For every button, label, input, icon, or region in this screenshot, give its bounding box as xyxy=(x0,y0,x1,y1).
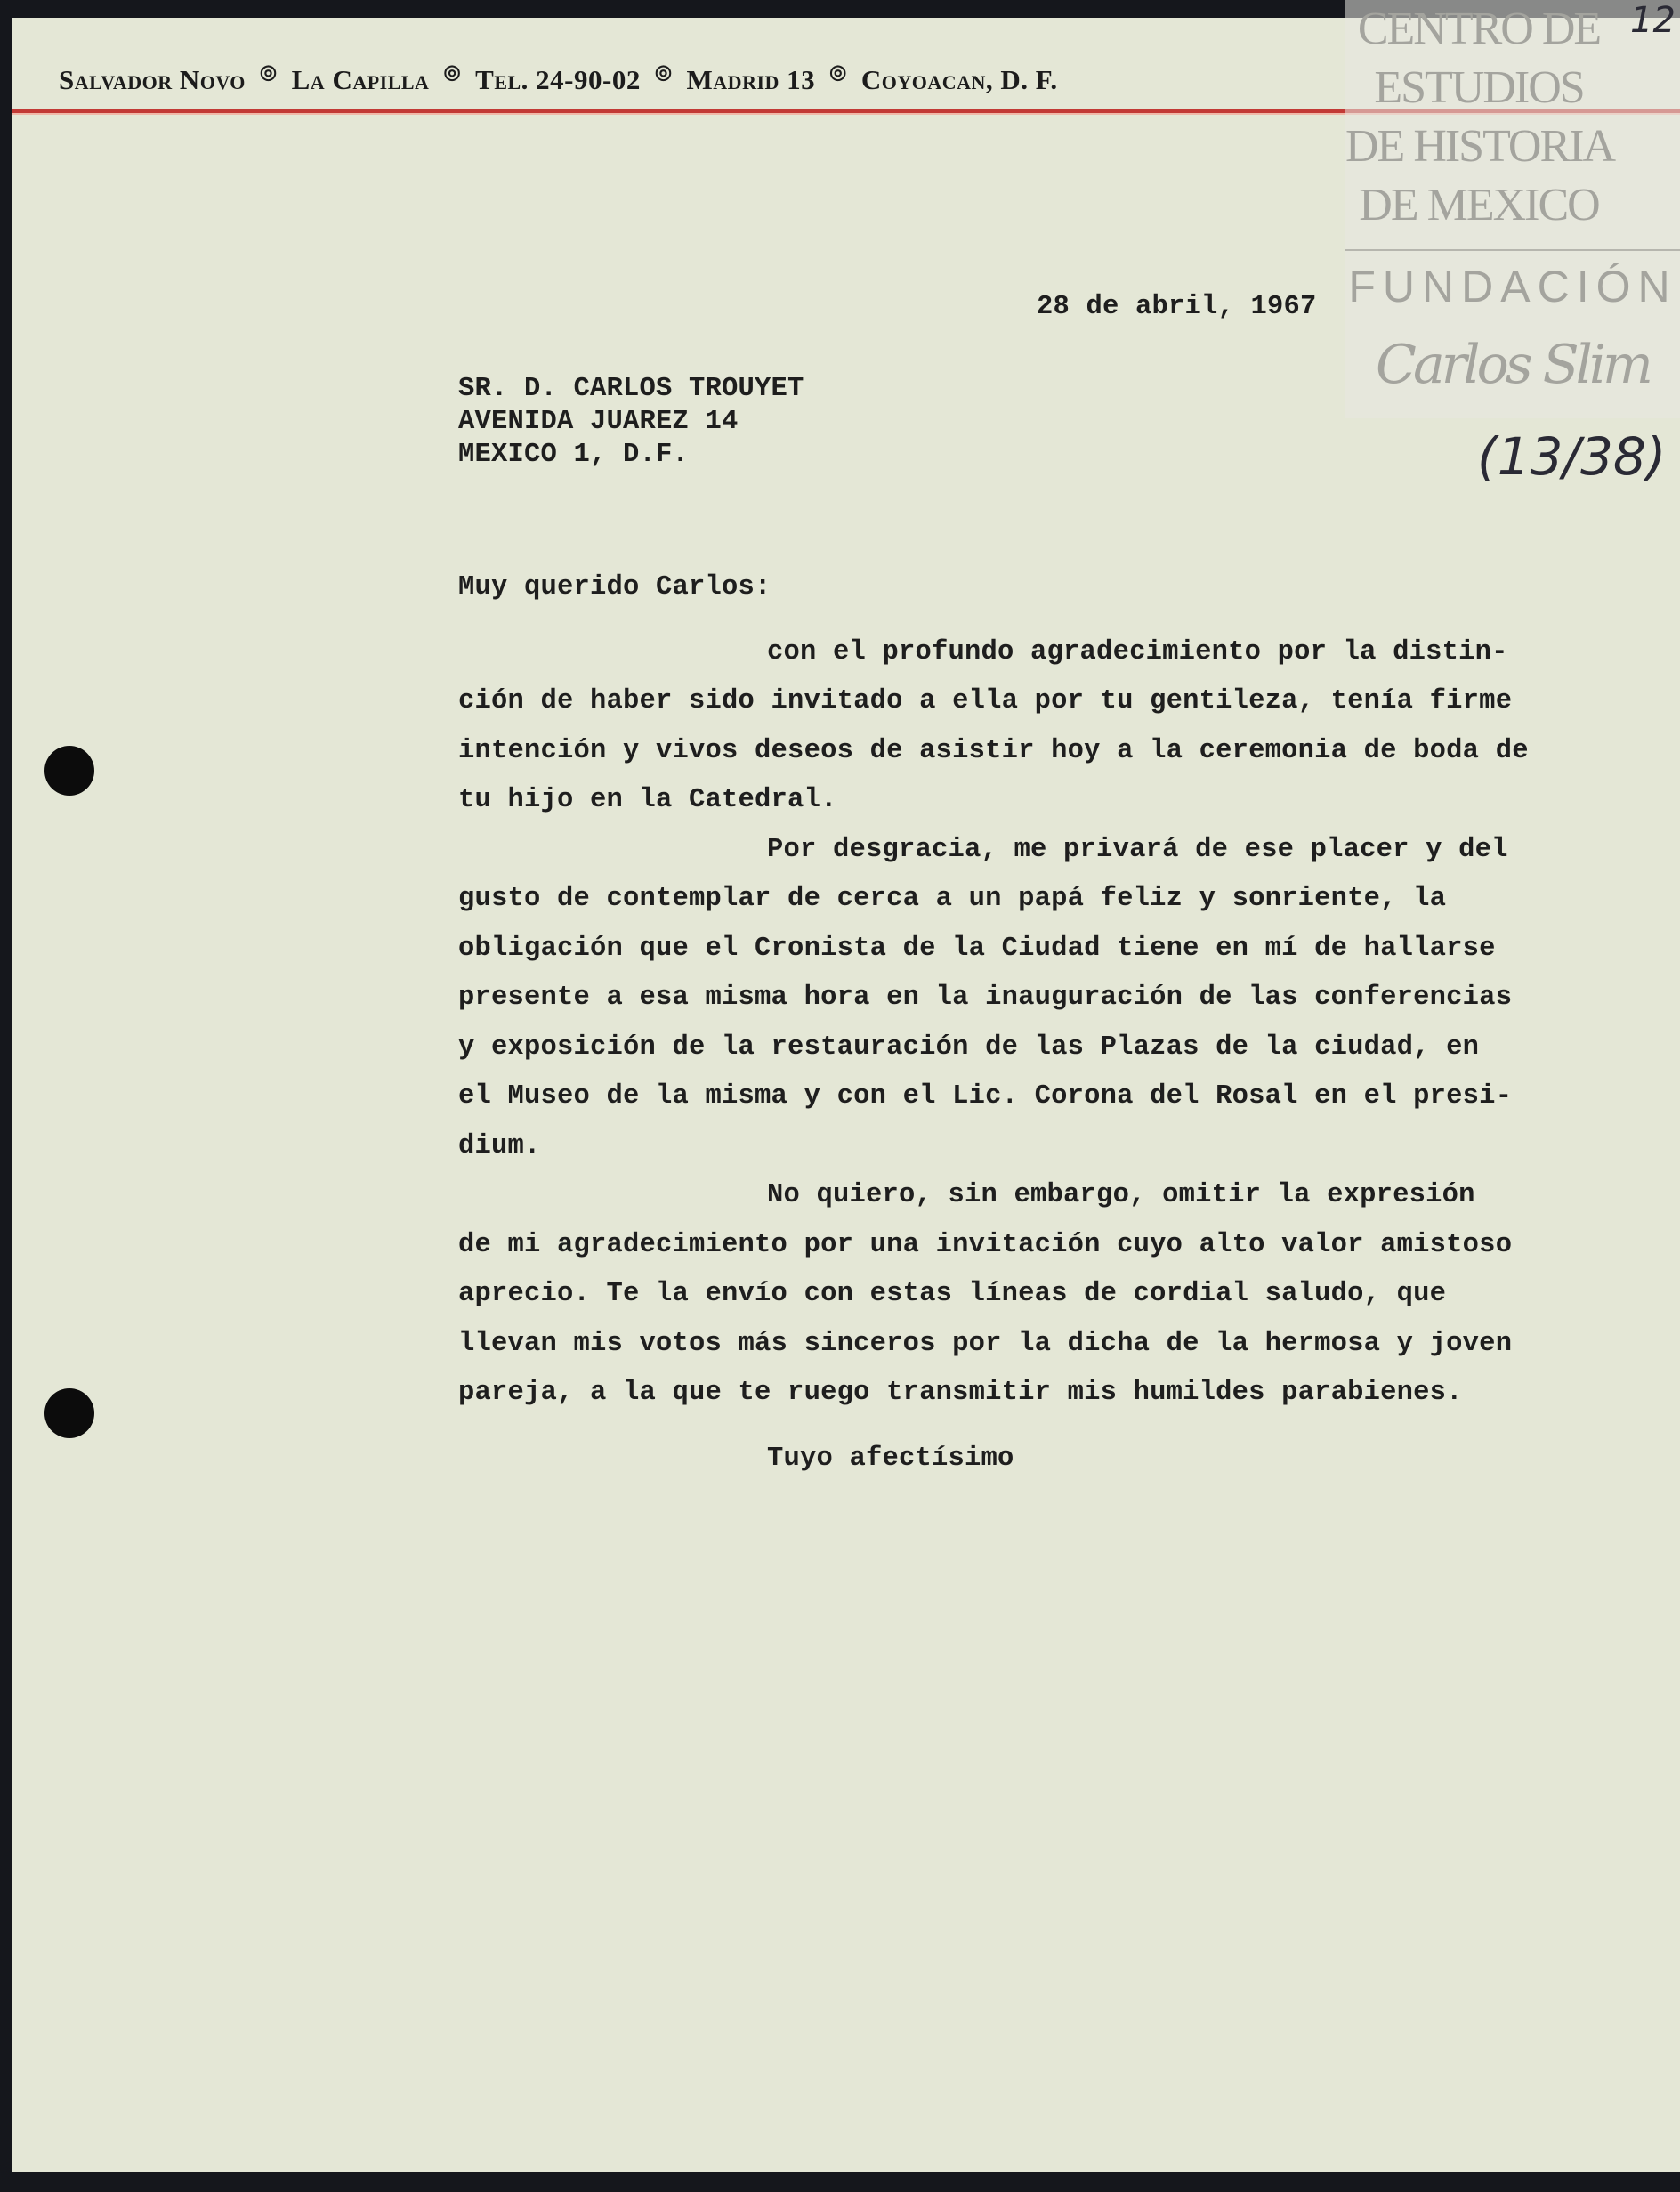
bullseye-ornament-icon: ◎ xyxy=(443,61,462,83)
watermark-foundation: FUNDACIÓN xyxy=(1348,262,1677,311)
body-line: de mi agradecimiento por una invitación cuyo alto valor amistoso xyxy=(458,1230,1513,1260)
recipient-line: AVENIDA JUAREZ 14 xyxy=(458,407,739,437)
letterhead-city: Coyoacan, D. F. xyxy=(860,64,1058,95)
watermark-line: CENTRO DE xyxy=(1357,4,1601,54)
body-line: presente a esa misma hora en la inauguración de las conferencias xyxy=(458,983,1513,1013)
bullseye-ornament-icon: ◎ xyxy=(654,61,673,83)
body-line: ción de haber sido invitado a ella por tu gentileza, tenía firme xyxy=(458,686,1513,716)
letterhead-phone: Tel. 24-90-02 xyxy=(475,64,641,95)
watermark-signature: Carlos Slim xyxy=(1376,334,1650,396)
body-line: intención y vivos deseos de asistir hoy a la ceremonia de boda de xyxy=(458,736,1529,766)
body-line: el Museo de la misma y con el Lic. Corona del Rosal en el presi- xyxy=(458,1081,1513,1112)
body-line: aprecio. Te la envío con estas líneas de cordial saludo, que xyxy=(458,1279,1447,1309)
body-line: tu hijo en la Catedral. xyxy=(458,785,837,815)
closing: Tuyo afectísimo xyxy=(767,1444,1014,1474)
watermark-line: DE HISTORIA xyxy=(1345,121,1615,172)
letterhead-name: Salvador Novo xyxy=(59,64,246,95)
body-line: llevan mis votos más sinceros por la dicha de la hermosa y joven xyxy=(458,1329,1513,1359)
archive-watermark xyxy=(1345,0,1680,418)
letterhead-house: La Capilla xyxy=(291,64,430,95)
recipient-line: SR. D. CARLOS TROUYET xyxy=(458,374,804,404)
watermark-divider xyxy=(1345,249,1680,251)
salutation: Muy querido Carlos: xyxy=(458,572,771,603)
punch-hole xyxy=(44,746,94,796)
body-line: gusto de contemplar de cerca a un papá feliz y sonriente, la xyxy=(458,884,1447,914)
body-line: obligación que el Cronista de la Ciudad tiene en mí de hallarse xyxy=(458,934,1496,964)
body-line: con el profundo agradecimiento por la distin- xyxy=(767,637,1508,667)
letter-date: 28 de abril, 1967 xyxy=(1037,292,1317,322)
body-line: dium. xyxy=(458,1131,541,1161)
bullseye-ornament-icon: ◎ xyxy=(259,61,278,83)
letterhead-street: Madrid 13 xyxy=(686,64,816,95)
archive-folio: (13/38) xyxy=(1477,426,1667,487)
body-line: y exposición de la restauración de las Plazas de la ciudad, en xyxy=(458,1032,1480,1063)
watermark-line: DE MEXICO xyxy=(1359,180,1599,231)
archive-page-number: 12 xyxy=(1630,0,1676,41)
body-line: No quiero, sin embargo, omitir la expresión xyxy=(767,1180,1475,1210)
bullseye-ornament-icon: ◎ xyxy=(829,61,847,83)
watermark-line: ESTUDIOS xyxy=(1374,62,1584,113)
body-line: Por desgracia, me privará de ese placer y del xyxy=(767,835,1508,865)
letterhead xyxy=(59,61,1058,96)
punch-hole xyxy=(44,1388,94,1438)
body-line: pareja, a la que te ruego transmitir mis humildes parabienes. xyxy=(458,1378,1463,1408)
recipient-line: MEXICO 1, D.F. xyxy=(458,440,690,470)
